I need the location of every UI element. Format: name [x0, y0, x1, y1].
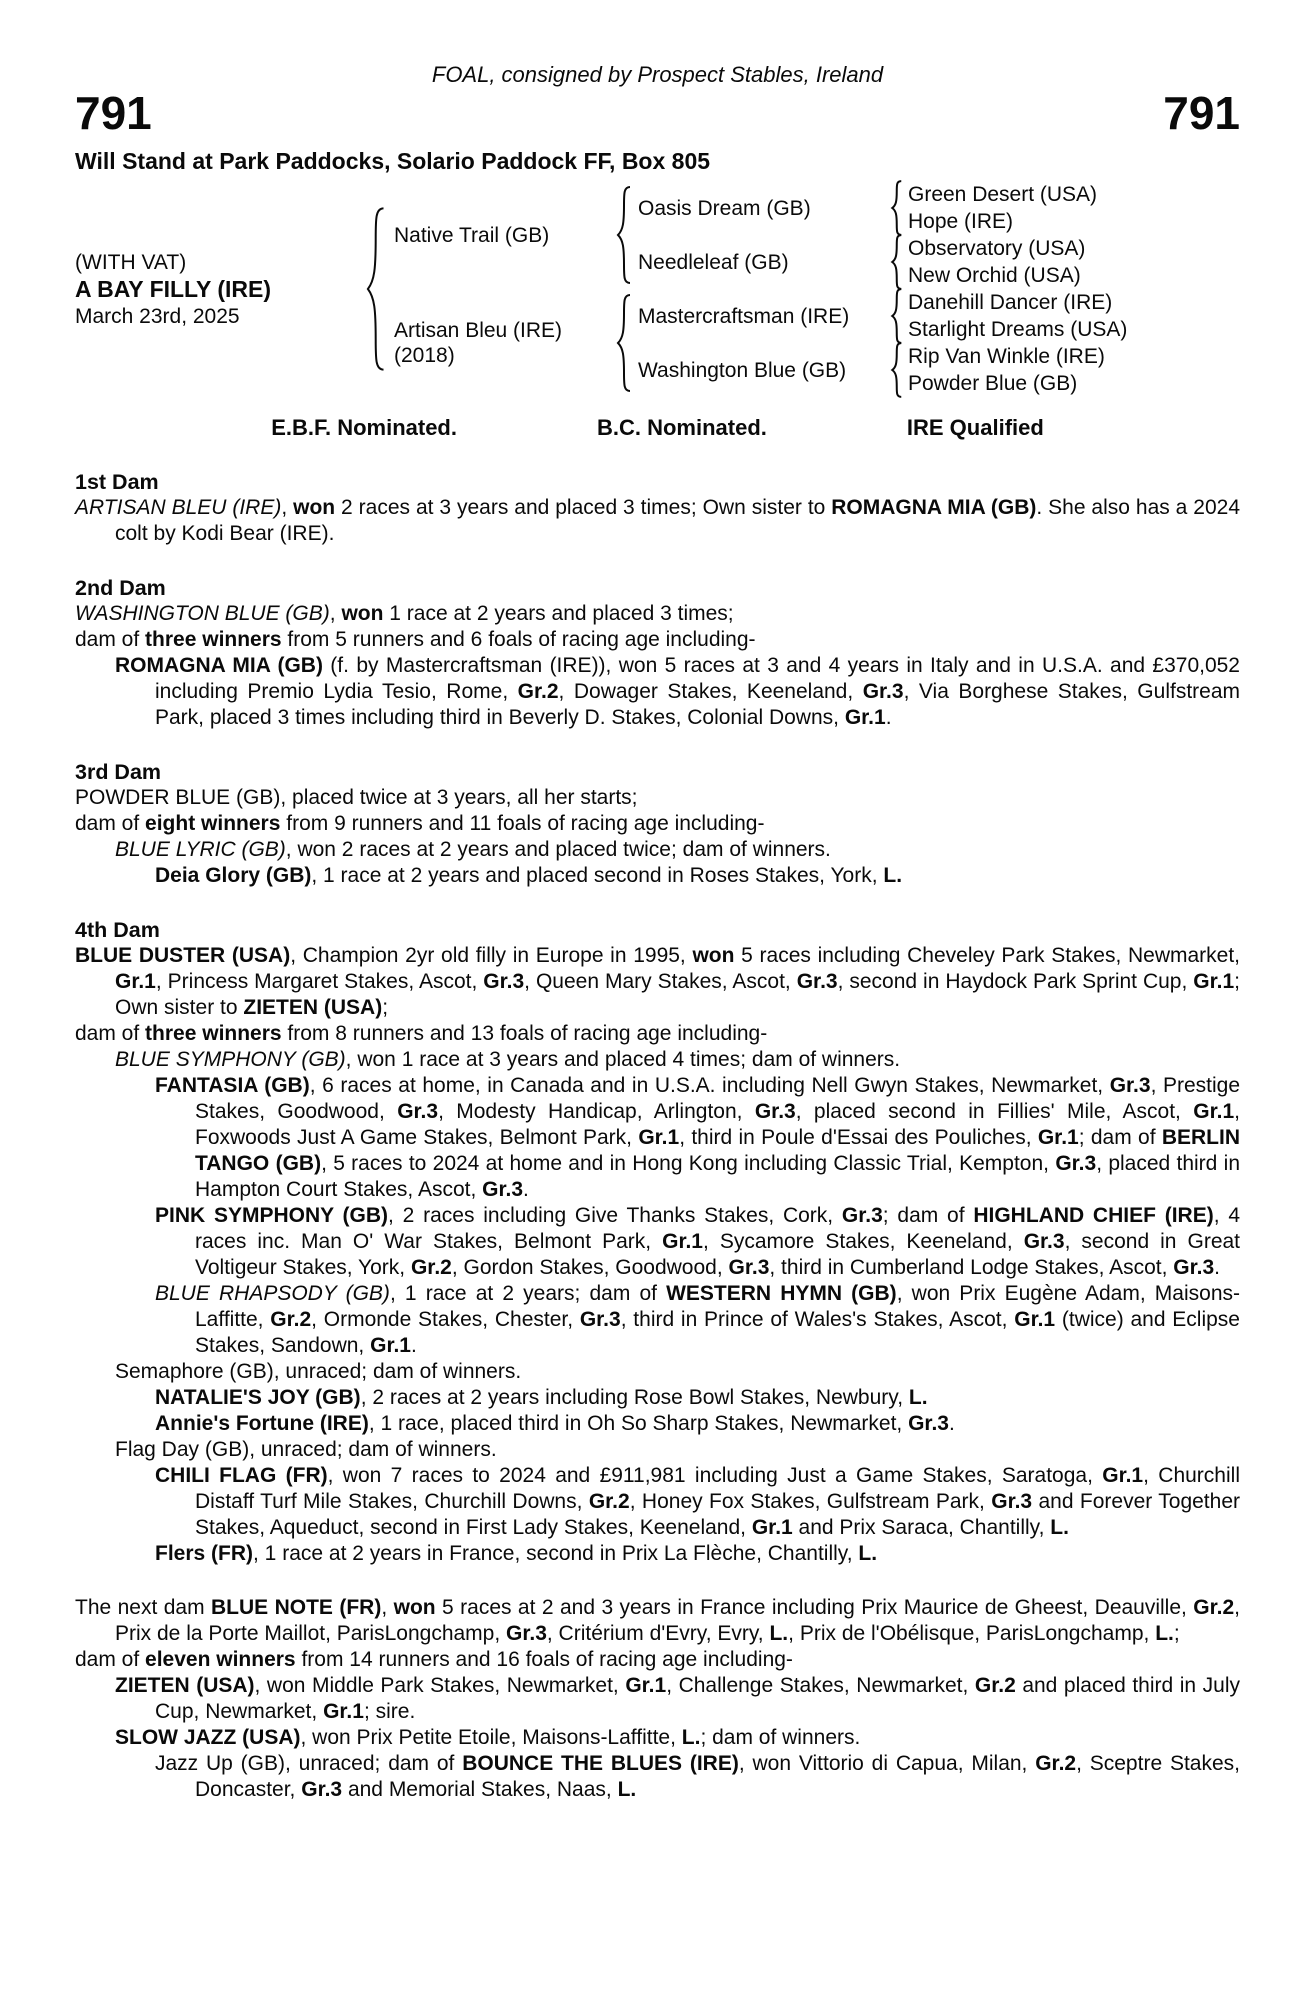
pedigree-paragraph: POWDER BLUE (GB), placed twice at 3 years, all her starts;: [75, 786, 638, 809]
ggp-sire-dam-sire: Observatory (USA): [908, 237, 1086, 260]
pedigree-paragraph: Deia Glory (GB), 1 race at 2 years and placed second in Roses Stakes, York, L.: [155, 864, 903, 887]
pedigree-paragraph: Semaphore (GB), unraced; dam of winners.: [115, 1360, 522, 1383]
dam-heading: 2nd Dam: [75, 576, 166, 600]
pedigree-paragraph: SLOW JAZZ (USA), won Prix Petite Etoile, Maisons-Laffitte, L.; dam of winners.: [115, 1726, 861, 1749]
granddam-paternal: Needleleaf (GB): [638, 250, 789, 274]
pedigree-brace-sire: [612, 181, 638, 289]
pedigree-paragraph: dam of three winners from 5 runners and 6 foals of racing age including-: [75, 628, 756, 651]
vat-note: (WITH VAT): [75, 250, 187, 274]
pedigree-brace-subject: [360, 181, 394, 397]
pedigree-subject: [75, 250, 360, 329]
pedigree-paragraph: BLUE RHAPSODY (GB), 1 race at 2 years; dam of WESTERN HYMN (GB), won Prix Eugène Adam, Maisons-Laffitte, Gr.2, Ormonde Stakes, Chester, Gr.3, third in Prince of Wales's Stakes, Ascot, Gr.1 (twice) and Eclipse Stakes, Sandown, Gr.1.: [155, 1282, 1240, 1357]
dam-name: [394, 318, 612, 368]
ggp-dam-sire-sire: Danehill Dancer (IRE): [908, 291, 1113, 314]
ggp-dam-dam-sire: Rip Van Winkle (IRE): [908, 345, 1105, 368]
ggp-sire-sire-dam: Hope (IRE): [908, 210, 1014, 233]
lot-number-left: 791: [75, 87, 152, 139]
stand-location-line: Will Stand at Park Paddocks, Solario Paddock FF, Box 805: [75, 148, 711, 174]
ggp-dam-sire-dam: Starlight Dreams (USA): [908, 318, 1128, 341]
pedigree-paragraph: Jazz Up (GB), unraced; dam of BOUNCE THE BLUES (IRE), won Vittorio di Capua, Milan, Gr.2, Sceptre Stakes, Doncaster, Gr.3 and Memorial Stakes, Naas, L.: [155, 1752, 1240, 1801]
dam-year: (2018): [394, 344, 455, 367]
pedigree-paragraph: FANTASIA (GB), 6 races at home, in Canada and in U.S.A. including Nell Gwyn Stakes, Newmarket, Gr.3, Prestige Stakes, Goodwood, Gr.3, Modesty Handicap, Arlington, Gr.3, placed second in Fillies' Mile, Ascot, Gr.1, Foxwoods Just A Game Stakes, Belmont Park, Gr.1, third in Poule d'Essai des Pouliches, Gr.1; dam of BERLIN TANGO (GB), 5 races to 2024 at home and in Hong Kong including Classic Trial, Kempton, Gr.3, placed third in Hampton Court Stakes, Ascot, Gr.3.: [155, 1074, 1241, 1201]
sire-name: Native Trail (GB): [394, 223, 550, 247]
consignor-line: FOAL, consigned by Prospect Stables, Ireland: [431, 62, 884, 87]
dam-heading: 4th Dam: [75, 918, 160, 942]
dam-heading: 1st Dam: [75, 470, 159, 494]
lot-number-right: 791: [1163, 87, 1240, 139]
ebf-nominated-label: E.B.F. Nominated.: [271, 415, 457, 440]
catalogue-text: [75, 469, 1240, 1803]
granddam-maternal: Washington Blue (GB): [638, 358, 847, 382]
pedigree-paragraph: Flers (FR), 1 race at 2 years in France, second in Prix La Flèche, Chantilly, L.: [155, 1542, 878, 1565]
pedigree-brace-gp1: [886, 181, 908, 235]
pedigree-tree: [75, 181, 1240, 397]
pedigree-brace-dam: [612, 289, 638, 397]
bc-nominated-label: B.C. Nominated.: [596, 415, 767, 440]
ire-qualified-label: IRE Qualified: [906, 415, 1044, 440]
pedigree-paragraph: dam of eleven winners from 14 runners and 16 foals of racing age including-: [75, 1648, 793, 1671]
pedigree-brace-gp4: [886, 343, 908, 397]
pedigree-paragraph: BLUE LYRIC (GB), won 2 races at 2 years and placed twice; dam of winners.: [115, 838, 831, 861]
pedigree-paragraph: ZIETEN (USA), won Middle Park Stakes, Newmarket, Gr.1, Challenge Stakes, Newmarket, Gr.2 and placed third in July Cup, Newmarket, Gr.1; sire.: [115, 1674, 1240, 1723]
pedigree-paragraph: BLUE DUSTER (USA), Champion 2yr old filly in Europe in 1995, won 5 races including Cheveley Park Stakes, Newmarket, Gr.1, Princess Margaret Stakes, Ascot, Gr.3, Queen Mary Stakes, Ascot, Gr.3, second in Haydock Park Sprint Cup, Gr.1; Own sister to ZIETEN (USA);: [75, 944, 1240, 1019]
pedigree-paragraph: WASHINGTON BLUE (GB), won 1 race at 2 years and placed 3 times;: [75, 602, 734, 625]
grandsire-paternal: Oasis Dream (GB): [638, 196, 811, 220]
pedigree-paragraph: NATALIE'S JOY (GB), 2 races at 2 years including Rose Bowl Stakes, Newbury, L.: [155, 1386, 928, 1409]
pedigree-paragraph: ROMAGNA MIA (GB) (f. by Mastercraftsman (IRE)), won 5 races at 3 and 4 years in Italy and in U.S.A. and £370,052 including Premio Lydia Tesio, Rome, Gr.2, Dowager Stakes, Keeneland, Gr.3, Via Borghese Stakes, Gulfstream Park, placed 3 times including third in Beverly D. Stakes, Colonial Downs, Gr.1.: [115, 654, 1240, 729]
pedigree-brace-gp2: [886, 235, 908, 289]
pedigree-brace-gp3: [886, 289, 908, 343]
ggp-dam-dam-dam: Powder Blue (GB): [908, 372, 1078, 395]
nominations-row: [75, 415, 1240, 441]
dam-heading: 3rd Dam: [75, 760, 162, 784]
lot-number-row: [75, 87, 1240, 139]
pedigree-paragraph: The next dam BLUE NOTE (FR), won 5 races at 2 and 3 years in France including Prix Maurice de Gheest, Deauville, Gr.2, Prix de la Porte Maillot, ParisLongchamp, Gr.3, Critérium d'Evry, Evry, L., Prix de l'Obélisque, ParisLongchamp, L.;: [75, 1596, 1241, 1645]
ggp-sire-sire-sire: Green Desert (USA): [908, 183, 1098, 206]
pedigree-paragraph: PINK SYMPHONY (GB), 2 races including Give Thanks Stakes, Cork, Gr.3; dam of HIGHLAND CHIEF (IRE), 4 races inc. Man O' War Stakes, Belmont Park, Gr.1, Sycamore Stakes, Keeneland, Gr.3, second in Great Voltigeur Stakes, York, Gr.2, Gordon Stakes, Goodwood, Gr.3, third in Cumberland Lodge Stakes, Ascot, Gr.3.: [155, 1204, 1241, 1279]
pedigree-paragraph: dam of three winners from 8 runners and 13 foals of racing age including-: [75, 1022, 768, 1045]
pedigree-paragraph: CHILI FLAG (FR), won 7 races to 2024 and £911,981 including Just a Game Stakes, Saratoga, Gr.1, Churchill Distaff Turf Mile Stakes, Churchill Downs, Gr.2, Honey Fox Stakes, Gulfstream Park, Gr.3 and Forever Together Stakes, Aqueduct, second in First Lady Stakes, Keeneland, Gr.1 and Prix Saraca, Chantilly, L.: [155, 1464, 1240, 1539]
pedigree-paragraph: dam of eight winners from 9 runners and 11 foals of racing age including-: [75, 812, 765, 835]
pedigree-paragraph: Flag Day (GB), unraced; dam of winners.: [115, 1438, 497, 1461]
subject-name: A BAY FILLY (IRE): [75, 275, 271, 302]
pedigree-paragraph: ARTISAN BLEU (IRE), won 2 races at 3 years and placed 3 times; Own sister to ROMAGNA MIA (GB). She also has a 2024 colt by Kodi Bear (IRE).: [75, 496, 1241, 545]
dam-name-line: Artisan Bleu (IRE): [394, 319, 563, 342]
foaling-date: March 23rd, 2025: [75, 304, 240, 328]
ggp-sire-dam-dam: New Orchid (USA): [908, 264, 1081, 287]
pedigree-paragraph: Annie's Fortune (IRE), 1 race, placed third in Oh So Sharp Stakes, Newmarket, Gr.3.: [155, 1412, 955, 1435]
grandsire-maternal: Mastercraftsman (IRE): [638, 304, 850, 328]
pedigree-paragraph: BLUE SYMPHONY (GB), won 1 race at 3 years and placed 4 times; dam of winners.: [115, 1048, 901, 1071]
